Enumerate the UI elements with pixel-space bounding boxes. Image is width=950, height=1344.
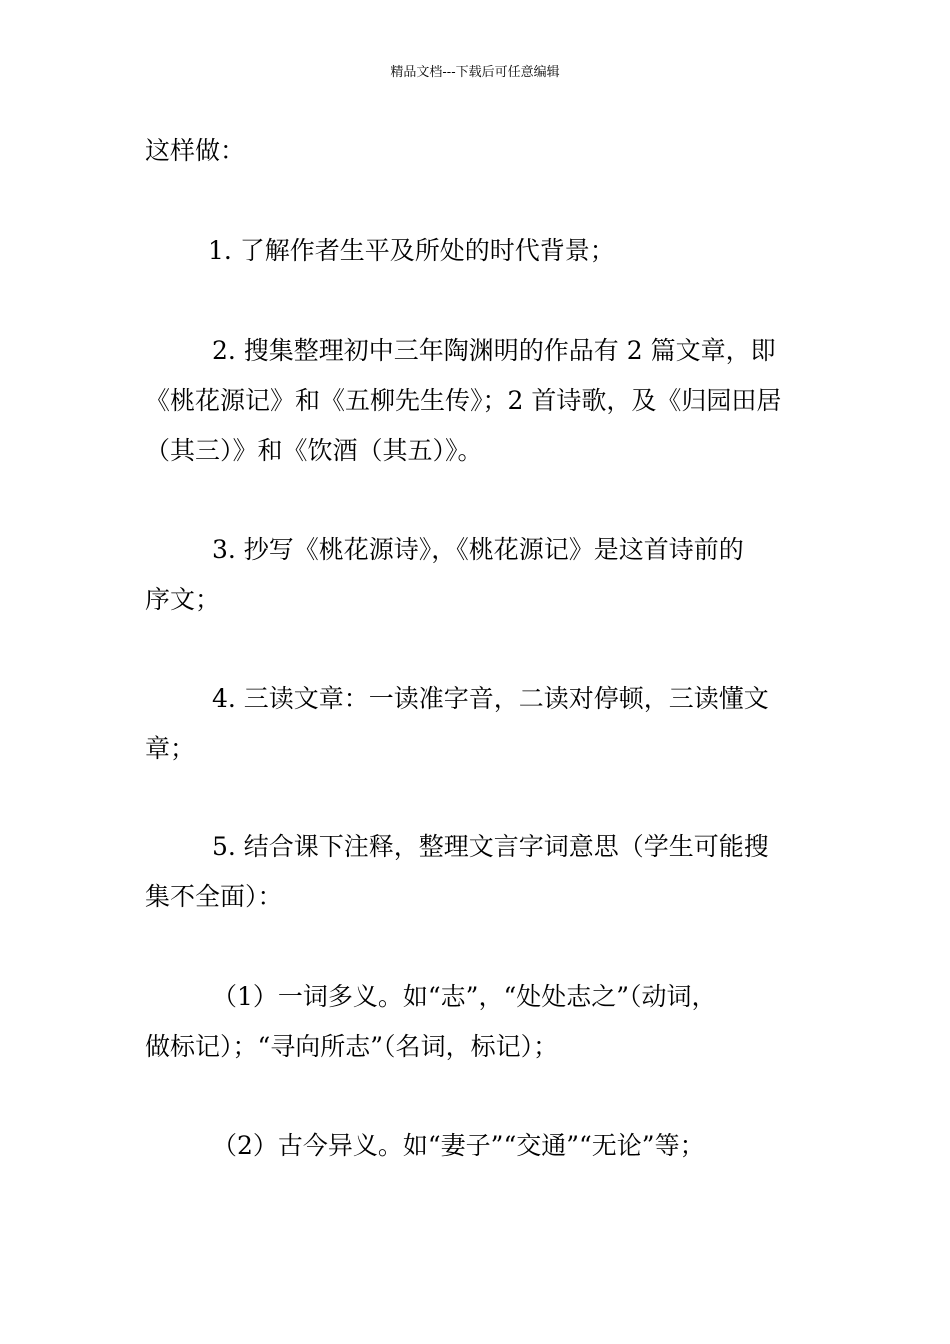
list-item-4-line-1: 4. 三读文章：一读准字音，二读对停顿，三读懂文 bbox=[212, 684, 769, 713]
page-header: 精品文档---下载后可任意编辑 bbox=[390, 65, 560, 80]
sub-item-2-line-1: （2）古今异义。如“妻子”“交通”“无论”等； bbox=[212, 1131, 705, 1160]
list-item-5 bbox=[145, 822, 807, 922]
sub-item-1 bbox=[145, 972, 807, 1072]
sub-item-1-line-1: （1）一词多义。如“志”，“处处志之”（动词， bbox=[212, 982, 717, 1011]
list-item-4 bbox=[145, 674, 807, 774]
list-item-5-line-2: 集不全面）： bbox=[145, 882, 283, 911]
list-item-2-line-1: 2. 搜集整理初中三年陶渊明的作品有 2 篇文章，即 bbox=[212, 336, 776, 365]
list-item-1-line-1: 1. 了解作者生平及所处的时代背景； bbox=[208, 236, 615, 265]
intro-text: 这样做： bbox=[145, 136, 246, 165]
list-item-1 bbox=[145, 226, 807, 276]
list-item-5-line-1: 5. 结合课下注释，整理文言字词意思（学生可能搜 bbox=[212, 832, 769, 861]
sub-item-1-line-2: 做标记）；“寻向所志”（名词，标记）； bbox=[145, 1032, 559, 1061]
list-item-3-line-2: 序文； bbox=[145, 585, 221, 614]
intro-line bbox=[145, 126, 807, 176]
list-item-2-line-2: 《桃花源记》和《五柳先生传》；2 首诗歌，及《归园田居 bbox=[145, 386, 782, 415]
list-item-2-line-3: （其三）》和《饮酒（其五）》。 bbox=[145, 436, 483, 465]
list-item-3 bbox=[145, 525, 807, 625]
list-item-3-line-1: 3. 抄写《桃花源诗》，《桃花源记》是这首诗前的 bbox=[212, 535, 744, 564]
list-item-4-line-2: 章； bbox=[145, 734, 196, 763]
list-item-2 bbox=[145, 326, 807, 476]
sub-item-2 bbox=[145, 1121, 807, 1171]
